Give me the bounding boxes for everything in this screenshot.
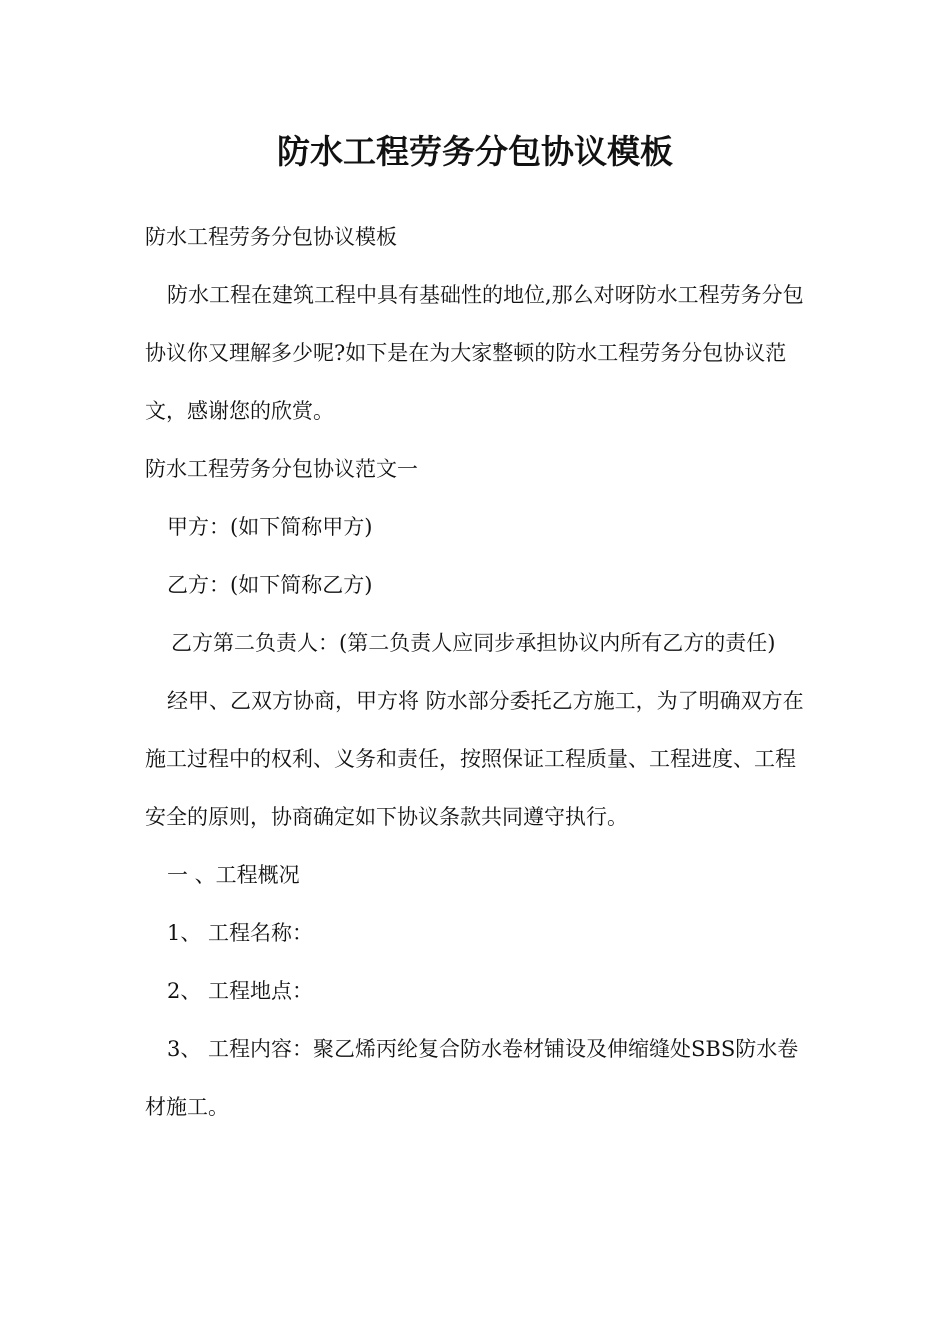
- paragraph-agreement-basis: 经甲、乙双方协商，甲方将 防水部分委托乙方施工，为了明确双方在施工过程中的权利、义务和责任，按照保证工程质量、工程进度、工程安全的原则，协商确定如下协议条款共同遵守执行。: [145, 689, 804, 829]
- paragraph-second-responsible: 乙方第二负责人：(第二负责人应同步承担协议内所有乙方的责任): [171, 631, 776, 655]
- paragraph-subtitle: 防水工程劳务分包协议模板: [145, 225, 397, 249]
- paragraph-sample-heading: 防水工程劳务分包协议范文一: [145, 457, 418, 481]
- item-project-content: 3、 工程内容：聚乙烯丙纶复合防水卷材铺设及伸缩缝处SBS防水卷材施工。: [145, 1037, 799, 1119]
- item-project-name: 1、 工程名称：: [167, 921, 314, 945]
- document-title: 防水工程劳务分包协议模板: [277, 132, 673, 171]
- document-body: [145, 208, 810, 1136]
- item-project-location: 2、 工程地点：: [167, 979, 314, 1003]
- section-heading-overview: 一 、工程概况: [167, 863, 300, 887]
- paragraph-intro: 防水工程在建筑工程中具有基础性的地位,那么对呀防水工程劳务分包协议你又理解多少呢?如下是在为大家整顿的防水工程劳务分包协议范文，感谢您的欣赏。: [145, 283, 804, 423]
- paragraph-party-b: 乙方：(如下简称乙方): [167, 573, 373, 597]
- paragraph-party-a: 甲方：(如下简称甲方): [167, 515, 373, 539]
